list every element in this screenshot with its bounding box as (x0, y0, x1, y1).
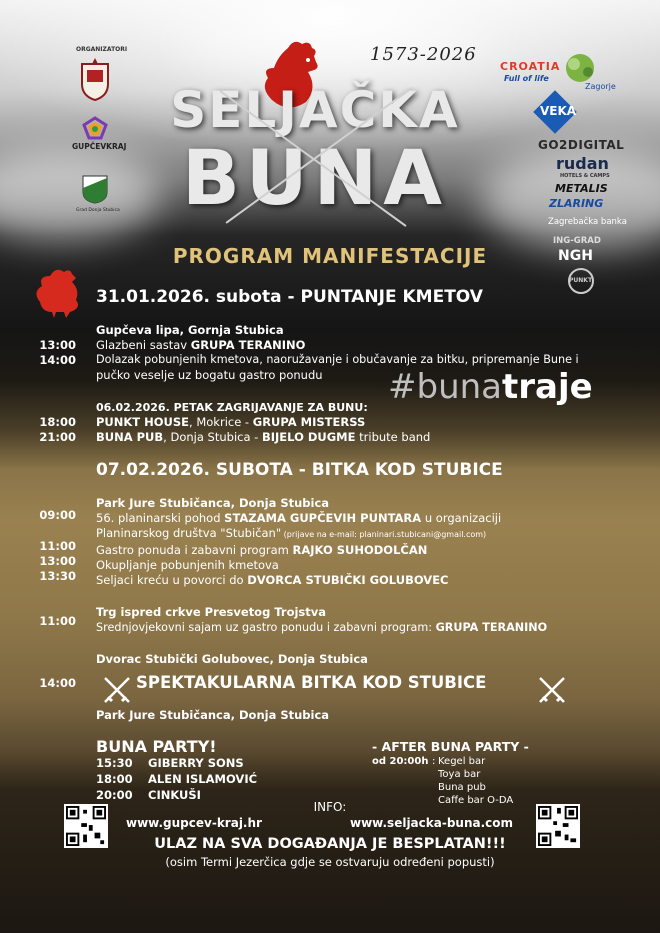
hero-title (150, 81, 480, 222)
warmup-event-bunapub: BUNA PUB, Donja Stubica - BIJELO DUGME tribute band (96, 430, 431, 444)
sponsor-croatia: CROATIA (500, 60, 561, 73)
crossed-swords-left-icon (102, 675, 132, 705)
gupcev-kraj-logo-icon (82, 116, 108, 140)
after-separator: : (432, 756, 436, 767)
footer-free-entry: ULAZ NA SVA DOGAĐANJA JE BESPLATAN!!! (154, 836, 506, 852)
sponsor-punkt: PUNKT (569, 277, 593, 284)
day2-event-gather: Okupljanje pobunjenih kmetova (96, 558, 279, 572)
footer-note: (osim Termi Jezerčica gdje se ostvaruju određeni popusti) (165, 855, 495, 869)
after-venue-4: Caffe bar O-DA (438, 795, 514, 806)
day2-location1: Park Jure Stubičanca, Donja Stubica (96, 496, 330, 510)
day1-time-1400: 14:00 (39, 353, 76, 367)
gupcev-kraj-label: GUPČEVKRAJ (72, 142, 127, 151)
hero-years: 1573-2026 (370, 44, 477, 65)
grad-label: Grad Donja Stubica (76, 208, 120, 213)
sponsor-ngh: NGH (558, 248, 593, 264)
day1-event-arrival-2: pučko veselje uz bogatu gastro ponudu (96, 368, 323, 382)
day2-time-1300: 13:00 (39, 554, 76, 568)
day2-location2: Trg ispred crkve Presvetog Trojstva (96, 605, 327, 619)
day2-time-1100a: 11:00 (39, 539, 76, 553)
day1-location: Gupčeva lipa, Gornja Stubica (96, 323, 284, 337)
zagorje-logo-icon (560, 52, 600, 86)
day2-event-gastro: Gastro ponuda i zabavni program RAJKO SUHODOLČAN (96, 543, 428, 557)
sponsor-inggrad: ING-GRAD (553, 236, 601, 246)
sponsor-zagorje: Zagorje (585, 82, 616, 91)
hero-subtitle: PROGRAM MANIFESTACIJE (172, 244, 488, 268)
day2-time-1330: 13:30 (39, 569, 76, 583)
party-name-2: ALEN ISLAMOVIĆ (148, 772, 258, 786)
footer-url2[interactable]: www.seljacka-buna.com (350, 816, 514, 830)
day1-header: 31.01.2026. subota - PUNTANJE KMETOV (96, 287, 483, 307)
day2-event-fair: Srednjovjekovni sajam uz gastro ponudu i zabavni program: GRUPA TERANINO (96, 621, 548, 634)
party-time-2: 18:00 (96, 772, 133, 786)
warmup-event-punkt: PUNKT HOUSE, Mokrice - GRUPA MISTERSS (96, 415, 366, 429)
grad-donja-stubica-shield-icon (81, 174, 109, 204)
hero-title-line2: BUNA (181, 133, 449, 222)
after-venue-2: Toya bar (438, 769, 481, 780)
after-venue-1: Kegel bar (438, 756, 486, 767)
party-time-3: 20:00 (96, 788, 133, 802)
crossed-swords-right-icon (537, 675, 567, 705)
party-title: BUNA PARTY! (96, 737, 217, 756)
day2-event-hike-2: Planinarskog društva "Stubičan" (prijave na e-mail: planinari.stubicani@gmail.com) (96, 526, 487, 540)
sponsor-rudan: rudan (556, 154, 609, 173)
warmup-time-1800: 18:00 (39, 415, 76, 429)
sponsor-veka: VEKA (540, 104, 577, 118)
footer-url1[interactable]: www.gupcev-kraj.hr (126, 816, 262, 830)
sponsor-croatia-slogan: Full of life (504, 74, 549, 83)
footer-info: INFO: (313, 800, 347, 814)
day2-event-hike: 56. planinarski pohod STAZAMA GUPČEVIH PUNTARA u organizaciji (96, 511, 502, 525)
day1-event-music: Glazbeni sastav GRUPA TERANINO (96, 338, 306, 352)
after-from: od 20:00h (372, 756, 429, 767)
sponsor-zlaring: ZLARING (549, 197, 604, 210)
party-time-1: 15:30 (96, 756, 133, 770)
after-venue-3: Buna pub (438, 782, 486, 793)
day2-time-1100b: 11:00 (39, 614, 76, 628)
day2-time-0900: 09:00 (39, 508, 76, 522)
day2-battle: SPEKTAKULARNA BITKA KOD STUBICE (136, 673, 487, 692)
sponsor-metalis: METALIS (555, 182, 608, 195)
day2-header: 07.02.2026. SUBOTA - BITKA KOD STUBICE (96, 460, 503, 480)
day2-event-march: Seljaci kreću u povorci do DVORCA STUBIČKI GOLUBOVEC (96, 573, 449, 587)
red-rooster-icon (30, 262, 92, 320)
party-name-1: GIBERRY SONS (148, 756, 244, 770)
day2-time-1400: 14:00 (39, 676, 76, 690)
sponsor-zagrebacka: Zagrebačka banka (548, 217, 627, 227)
day1-event-arrival: Dolazak pobunjenih kmetova, naoružavanje i obučavanje za bitku, pripremanje Bune i (96, 353, 579, 366)
sponsor-go2digital: GO2DIGITAL (538, 138, 625, 152)
hero-title-line1: SELJAČKA (170, 81, 460, 139)
day1-time-1300: 13:00 (39, 338, 76, 352)
donja-stubica-crest-icon (78, 56, 112, 102)
day2-location3: Dvorac Stubički Golubovec, Donja Stubica (96, 652, 368, 666)
day2-location4: Park Jure Stubičanca, Donja Stubica (96, 708, 330, 722)
organizers-label: ORGANIZATORI (76, 46, 128, 53)
after-title: - AFTER BUNA PARTY - (372, 739, 529, 754)
warmup-time-2100: 21:00 (39, 430, 76, 444)
warmup-header: 06.02.2026. PETAK ZAGRIJAVANJE ZA BUNU: (96, 401, 368, 414)
sponsor-rudan-sub: HOTELS & CAMPS (560, 173, 610, 179)
party-name-3: CINKUŠI (148, 788, 201, 802)
hashtag: #bunatraje (388, 367, 593, 407)
